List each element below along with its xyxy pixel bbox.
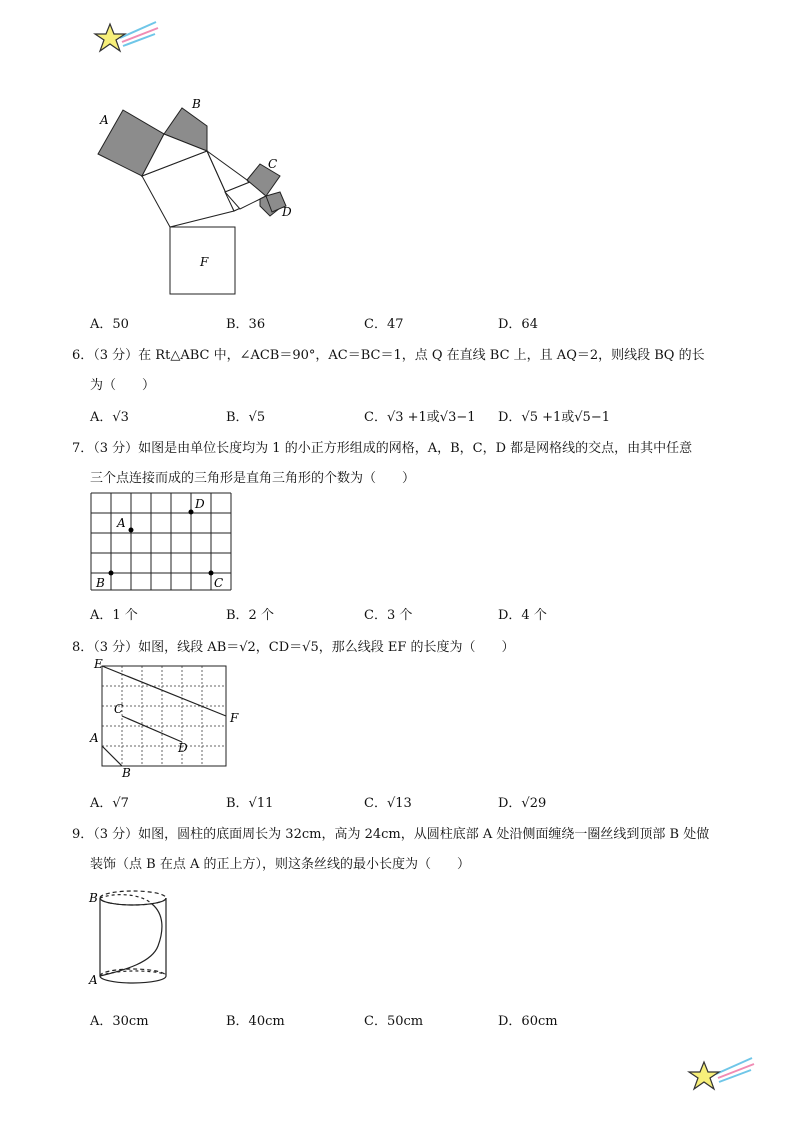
q8-stem-line1: 8．（3 分）如图，线段 AB＝√2，CD＝√5，那么线段 EF 的长度为（ ） [72,640,515,655]
q5-option-a[interactable]: A．50 [90,317,129,332]
q9-stem-line2: 装饰（点 B 在点 A 的正上方），则这条丝线的最小长度为（ ） [90,857,470,872]
q5-option-c[interactable]: C．47 [364,317,404,332]
q5-label-c: C [268,157,278,171]
q8-label-e: E [94,657,103,671]
q8-label-f: F [230,711,239,725]
q7-label-c: C [214,576,224,590]
q7-grid-figure [88,490,238,594]
q5-label-a: A [100,113,109,127]
q7-label-d: D [195,497,205,511]
q7-label-a: A [117,516,126,530]
q8-dotted-grid-figure [88,656,248,780]
q9-option-c[interactable]: C．50cm [364,1014,424,1029]
q8-option-a[interactable]: A．√7 [90,796,129,811]
q8-label-d: D [178,741,188,755]
q7-option-d[interactable]: D．4 个 [498,608,547,623]
q8-option-c[interactable]: C．√13 [364,796,412,811]
star-decoration-icon [92,16,162,58]
q6-stem-line2: 为（ ） [90,378,156,393]
q7-stem-line2: 三个点连接而成的三角形是直角三角形的个数为（ ） [90,471,416,486]
q5-pythagoras-tree-figure [90,96,310,301]
q5-label-d: D [282,205,292,219]
q7-stem-line1: 7．（3 分）如图是由单位长度均为 1 的小正方形组成的网格，A，B，C，D 都是网格线的交点，由其中任意 [72,441,693,456]
q6-option-d[interactable]: D．√5 +1或√5−1 [498,410,610,425]
q5-option-d[interactable]: D．64 [498,317,538,332]
star-decoration-icon [686,1054,758,1096]
q6-option-b[interactable]: B．√5 [226,410,266,425]
q7-option-a[interactable]: A．1 个 [90,608,138,623]
q8-label-a: A [90,731,99,745]
q6-option-c[interactable]: C．√3 +1或√3−1 [364,410,476,425]
q8-label-c: C [114,702,124,716]
q7-option-c[interactable]: C．3 个 [364,608,413,623]
q9-label-a: A [89,973,98,987]
q8-label-b: B [122,766,131,780]
q9-stem-line1: 9．（3 分）如图，圆柱的底面周长为 32cm，高为 24cm，从圆柱底部 A 处沿侧面缠绕一圈丝线到顶部 B 处做 [72,827,710,842]
q5-option-b[interactable]: B．36 [226,317,266,332]
q9-cylinder-figure [86,884,182,992]
q6-option-a[interactable]: A．√3 [90,410,129,425]
q8-option-d[interactable]: D．√29 [498,796,547,811]
q9-option-a[interactable]: A．30cm [90,1014,149,1029]
q6-stem-line1: 6．（3 分）在 Rt△ABC 中，∠ACB＝90°，AC＝BC＝1，点 Q 在直线 BC 上，且 AQ＝2，则线段 BQ 的长 [72,348,705,363]
q7-option-b[interactable]: B．2 个 [226,608,274,623]
q5-label-f: F [200,255,209,269]
q8-option-b[interactable]: B．√11 [226,796,274,811]
q5-label-b: B [192,97,201,111]
q9-label-b: B [89,891,98,905]
q9-option-d[interactable]: D．60cm [498,1014,558,1029]
q7-label-b: B [96,576,105,590]
q9-option-b[interactable]: B．40cm [226,1014,285,1029]
